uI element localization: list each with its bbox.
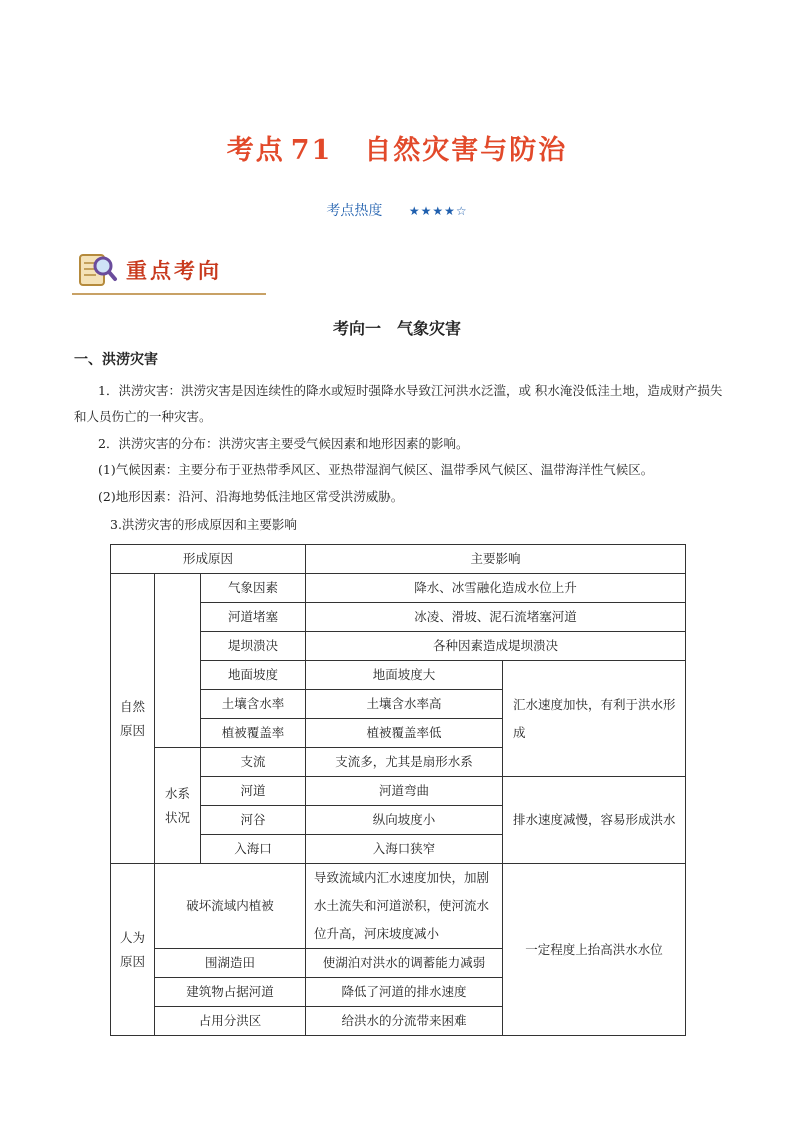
human-cause-cell (111, 864, 155, 1036)
detail-cell: 土壤含水率高 (306, 690, 503, 719)
detail-cell: 降低了河道的排水速度 (306, 978, 503, 1007)
header-cause: 形成原因 (111, 545, 306, 574)
water-system-cell (155, 748, 201, 864)
page-title (0, 128, 794, 167)
title-prefix: 考点 (226, 135, 285, 166)
detail-cell: 地面坡度大 (306, 661, 503, 690)
factor-cell: 河道 (201, 777, 306, 806)
detail-cell: 使湖泊对洪水的调蓄能力减弱 (306, 949, 503, 978)
flood-cause-table (110, 544, 686, 1036)
factor-cell: 河谷 (201, 806, 306, 835)
section-heading: 一、洪涝灾害 (74, 352, 158, 368)
effect-cell: 各种因素造成堤坝溃决 (306, 632, 686, 661)
notebook-magnifier-icon (74, 247, 118, 291)
factor-cell: 占用分洪区 (155, 1007, 306, 1036)
subheading: 考向一 气象灾害 (332, 319, 461, 338)
factor-cell: 围湖造田 (155, 949, 306, 978)
factor-cell: 破坏流域内植被 (155, 864, 306, 949)
banner-underline (72, 293, 266, 295)
title-name: 自然灾害与防治 (364, 135, 568, 166)
factor-cell: 植被覆盖率 (201, 719, 306, 748)
banner-text: 重点考向 (126, 259, 222, 283)
paragraph-5: 3.洪涝灾害的形成原因和主要影响 (110, 517, 297, 532)
factor-cell: 建筑物占据河道 (155, 978, 306, 1007)
effect-cell: 冰凌、滑坡、泥石流堵塞河道 (306, 603, 686, 632)
detail-cell: 给洪水的分流带来困难 (306, 1007, 503, 1036)
paragraph-1: 1．洪涝灾害：洪涝灾害是因连续性的降水或短时强降水导致江河洪水泛滥，或 积水淹没低洼土地，造成财产损失和人员伤亡的一种灾害。 (74, 383, 723, 424)
human-cause-label: 人为原因 (119, 929, 145, 969)
table-row (111, 574, 686, 603)
basin-top-blank (155, 574, 201, 748)
water-system-label: 水系状况 (164, 785, 190, 825)
title-number: 71 (290, 135, 333, 166)
factor-cell: 入海口 (201, 835, 306, 864)
paragraph-3: (1)气候因素：主要分布于亚热带季风区、亚热带湿润气候区、温带季风气候区、温带海洋性气候区。 (98, 462, 654, 477)
factor-cell: 河道堵塞 (201, 603, 306, 632)
section-banner (72, 245, 266, 297)
paragraph-4: (2)地形因素：沿河、沿海地势低洼地区常受洪涝威胁。 (98, 489, 404, 504)
human-effect-cell: 一定程度上抬高洪水水位 (503, 864, 686, 1036)
table-header-row (111, 545, 686, 574)
heat-rating (0, 200, 794, 220)
factor-cell: 土壤含水率 (201, 690, 306, 719)
paragraph-2: 2．洪涝灾害的分布：洪涝灾害主要受气候因素和地形因素的影响。 (98, 436, 469, 451)
water-effect-cell: 排水速度减慢，容易形成洪水 (503, 777, 686, 864)
factor-cell: 支流 (201, 748, 306, 777)
heat-label: 考点热度 (326, 203, 383, 219)
natural-cause-label: 自然原因 (119, 698, 145, 738)
detail-cell: 河道弯曲 (306, 777, 503, 806)
detail-cell: 植被覆盖率低 (306, 719, 503, 748)
detail-cell: 支流多，尤其是扇形水系 (306, 748, 503, 777)
detail-cell: 纵向坡度小 (306, 806, 503, 835)
heat-stars: ★★★★☆ (408, 204, 468, 218)
basin-effect-cell: 汇水速度加快，有利于洪水形成 (503, 661, 686, 777)
factor-cell: 气象因素 (201, 574, 306, 603)
effect-cell: 降水、冰雪融化造成水位上升 (306, 574, 686, 603)
header-effect: 主要影响 (306, 545, 686, 574)
table-row (111, 864, 686, 949)
factor-cell: 堤坝溃决 (201, 632, 306, 661)
factor-cell: 地面坡度 (201, 661, 306, 690)
detail-cell: 入海口狭窄 (306, 835, 503, 864)
detail-cell: 导致流域内汇水速度加快，加剧水土流失和河道淤积，使河流水位升高，河床坡度减小 (306, 864, 503, 949)
natural-cause-cell (111, 574, 155, 864)
